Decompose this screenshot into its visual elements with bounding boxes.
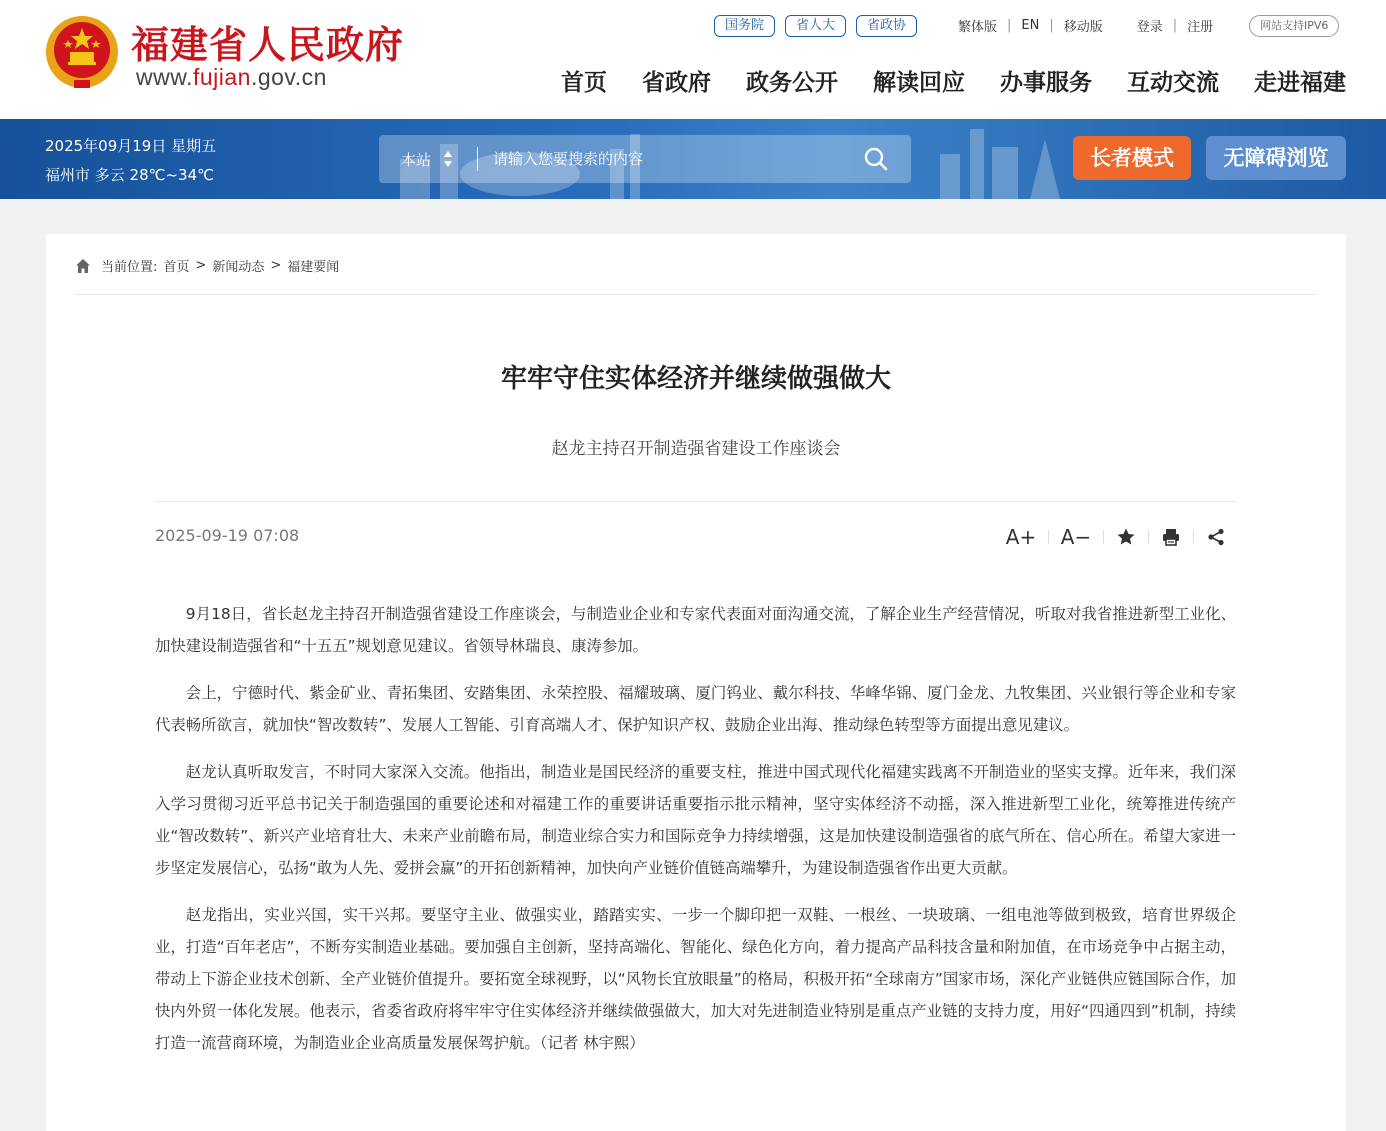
printer-icon bbox=[1161, 527, 1181, 547]
article-title: 牢牢守住实体经济并继续做强做大 bbox=[500, 364, 891, 394]
breadcrumb-fujian-news[interactable]: 福建要闻 bbox=[287, 260, 340, 275]
publish-date: 2025-09-19 07:08 bbox=[155, 526, 300, 545]
article-container bbox=[46, 234, 1346, 1131]
article-paragraph: 9月18日，省长赵龙主持召开制造强省建设工作座谈会，与制造业企业和专家代表面对面沟通交流，了解企业生产经营情况，听取对我省推进新型工业化、加快建设制造强省和“十五五”规划意见建议。省领导林瑞良、康涛参加。 bbox=[155, 605, 1236, 655]
breadcrumb-divider bbox=[75, 294, 1316, 295]
divider: | bbox=[1172, 18, 1178, 33]
article-paragraph: 会上，宁德时代、紫金矿业、青拓集团、安踏集团、永荣控股、福耀玻璃、厦门钨业、戴尔科技、华峰华锦、厦门金龙、九牧集团、兴业银行等企业和专家代表畅所欲言，就加快“智改数转”、发展人工智能、引育高端人才、保护知识产权、鼓励企业出海、推动绿色转型等方面提出意见建议。 bbox=[155, 684, 1236, 734]
divider: | bbox=[1007, 18, 1012, 33]
quick-links bbox=[714, 15, 917, 37]
font-increase-button[interactable]: A+ bbox=[1005, 525, 1037, 549]
article-body bbox=[155, 598, 1236, 1074]
weather-info: 福州市 多云 28℃~34℃ bbox=[45, 166, 214, 184]
article-paragraph: 赵龙指出，实业兴国，实干兴邦。要坚守主业、做强实业，踏踏实实、一步一个脚印把一双鞋、一根丝、一块玻璃、一组电池等做到极致，培育世界级企业，打造“百年老店”，不断夯实制造业基础。要加强自主创新，坚持高端化、智能化、绿色化方向，着力提高产品科技含量和附加值，在市场竞争中占据主动，带动上下游企业技术创新、全产业链价值提升。要拓宽全球视野，以“风物长宜放眼量”的格局，积极开拓“全球南方”国家市场，深化产业链供应链国际合作，加快内外贸一体化发展。他表示，省委省政府将牢牢守住实体经济并继续做强做大，加大对先进制造业特别是重点产业链的支持力度，用好“四通四到”机制，持续打造一流营商环境，为制造业企业高质量发展保驾护航。（记者 林宇熙） bbox=[155, 906, 1236, 1052]
search-scope-select[interactable]: 本站 bbox=[401, 151, 432, 169]
english-link[interactable]: EN bbox=[1021, 18, 1040, 33]
search-divider bbox=[477, 147, 478, 171]
accessibility-button[interactable]: 无障碍浏览 bbox=[1206, 136, 1346, 180]
site-url-suffix: .gov.cn bbox=[250, 64, 327, 90]
font-decrease-button[interactable]: A− bbox=[1060, 525, 1092, 549]
nav-home[interactable]: 首页 bbox=[561, 70, 607, 96]
site-title[interactable]: 福建省人民政府 bbox=[131, 22, 405, 67]
title-divider bbox=[155, 501, 1236, 502]
article-tools bbox=[1006, 524, 1226, 550]
divider bbox=[1193, 530, 1194, 544]
national-emblem-icon[interactable] bbox=[44, 14, 120, 92]
site-url-highlight: fujian bbox=[192, 64, 251, 90]
current-date: 2025年09月19日 星期五 bbox=[45, 137, 217, 155]
star-icon bbox=[1116, 527, 1136, 547]
register-link[interactable]: 注册 bbox=[1187, 20, 1214, 35]
nav-interaction[interactable]: 互动交流 bbox=[1127, 70, 1219, 96]
login-link[interactable]: 登录 bbox=[1136, 20, 1163, 35]
nav-government-affairs[interactable]: 政务公开 bbox=[746, 70, 838, 96]
banner bbox=[0, 119, 1386, 199]
elder-mode-button[interactable]: 长者模式 bbox=[1073, 136, 1191, 180]
traditional-chinese-link[interactable]: 繁体版 bbox=[958, 20, 998, 35]
site-url bbox=[136, 64, 327, 91]
breadcrumb-news[interactable]: 新闻动态 bbox=[212, 260, 265, 275]
breadcrumb-prefix: 当前位置: bbox=[101, 260, 158, 275]
breadcrumb-separator: > bbox=[270, 258, 282, 273]
quick-link-provincial-congress[interactable]: 省人大 bbox=[785, 15, 846, 37]
print-button[interactable] bbox=[1161, 524, 1181, 550]
search-input[interactable] bbox=[493, 145, 853, 173]
nav-interpretation[interactable]: 解读回应 bbox=[873, 70, 965, 96]
quick-link-state-council[interactable]: 国务院 bbox=[714, 15, 775, 37]
share-icon bbox=[1206, 527, 1226, 547]
breadcrumb-separator: > bbox=[195, 258, 207, 273]
search-icon[interactable] bbox=[863, 146, 889, 172]
breadcrumb bbox=[75, 256, 339, 275]
site-url-prefix: www. bbox=[136, 64, 193, 90]
main-nav bbox=[561, 64, 1346, 97]
share-button[interactable] bbox=[1206, 524, 1226, 550]
top-links bbox=[958, 16, 1213, 35]
ipv6-badge: 网站支持IPV6 bbox=[1249, 15, 1339, 37]
nav-services[interactable]: 办事服务 bbox=[1000, 70, 1092, 96]
breadcrumb-home[interactable]: 首页 bbox=[163, 260, 190, 275]
favorite-button[interactable] bbox=[1116, 524, 1136, 550]
search-box bbox=[379, 135, 911, 183]
article-paragraph: 赵龙认真听取发言，不时同大家深入交流。他指出，制造业是国民经济的重要支柱，推进中国式现代化福建实践离不开制造业的坚实支撑。近年来，我们深入学习贯彻习近平总书记关于制造强国的重要论述和对福建工作的重要讲话重要指示批示精神，坚守实体经济不动摇，深入推进新型工业化，统筹推进传统产业“智改数转”、新兴产业培育壮大、未来产业前瞻布局，制造业综合实力和国际竞争力持续增强，这是加快建设制造强省的底气所在、信心所在。希望大家进一步坚定发展信心，弘扬“敢为人先、爱拼会赢”的开拓创新精神，加快向产业链价值链高端攀升，为建设制造强省作出更大贡献。 bbox=[155, 763, 1236, 877]
site-header bbox=[0, 0, 1386, 119]
sort-arrows-icon[interactable] bbox=[443, 150, 453, 168]
mobile-link[interactable]: 移动版 bbox=[1063, 20, 1103, 35]
divider bbox=[1103, 530, 1104, 544]
divider: | bbox=[1049, 18, 1054, 33]
nav-provincial-government[interactable]: 省政府 bbox=[642, 70, 711, 96]
home-icon bbox=[75, 258, 91, 274]
divider bbox=[1148, 530, 1149, 544]
article-subtitle: 赵龙主持召开制造强省建设工作座谈会 bbox=[551, 439, 841, 459]
divider bbox=[1048, 530, 1049, 544]
quick-link-provincial-cppcc[interactable]: 省政协 bbox=[856, 15, 917, 37]
nav-about-fujian[interactable]: 走进福建 bbox=[1254, 70, 1346, 96]
